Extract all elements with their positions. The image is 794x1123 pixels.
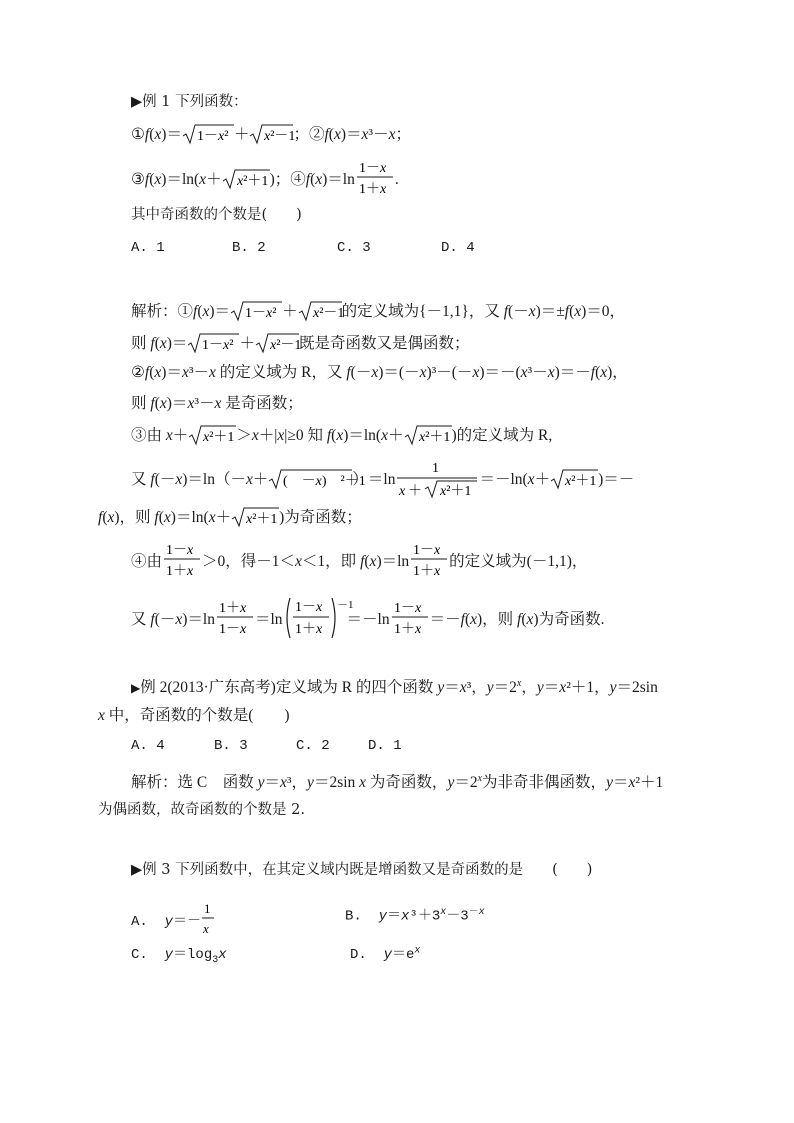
- svg-text:1＋x: 1＋x: [294, 622, 322, 637]
- fraction-icon: [409, 540, 449, 580]
- svg-text:＋: ＋: [408, 484, 423, 499]
- svg-text:x²＋1: x²＋1: [203, 430, 235, 445]
- sqrt-symbol-icon: [188, 424, 236, 446]
- example-1-header: ▶例 1 下列函数：: [131, 94, 248, 110]
- svg-text:x²－1: x²－1: [269, 338, 302, 353]
- example-1-choice-d: D. 4: [441, 240, 475, 256]
- fraction-icon: [215, 598, 255, 638]
- svg-text:1－x: 1－x: [393, 601, 421, 616]
- sqrt-symbol-icon: [404, 424, 452, 446]
- svg-text:( －x) ²＋1: ( －x) ²＋1: [283, 474, 367, 489]
- sqrt-symbol-icon: [222, 168, 270, 190]
- sqrt-symbol-icon: [298, 300, 342, 322]
- sqrt-symbol-icon: [187, 332, 239, 354]
- example-1-question: 其中奇函数的个数是( ): [131, 207, 302, 223]
- example-1-solution-line-5: ③由 x＋ x²＋1 ＞x＋|x|≥0 知 f(x)＝ln(x＋ x²＋1 )的定义域为 R,: [131, 424, 552, 446]
- bracketed-fraction-icon: [283, 596, 354, 640]
- example-2-solution-line-2: 为偶函数，故奇函数的个数是 2.: [98, 802, 305, 818]
- sqrt-symbol-icon: [182, 123, 234, 145]
- example-1-solution-line-8: ④由 1－x 1＋x ＞0，得－1＜x＜1，即 f(x)＝ln 1－x 1＋x 的定义域为(－1,1)，: [131, 540, 587, 580]
- example-2-choice-d: D. 1: [368, 738, 402, 754]
- svg-text:1＋x: 1＋x: [166, 564, 194, 579]
- svg-text:1－x²: 1－x²: [202, 338, 234, 353]
- fraction-icon: [162, 540, 202, 580]
- sqrt-symbol-icon: [249, 123, 296, 145]
- svg-text:x²＋1: x²＋1: [418, 430, 450, 445]
- svg-text:1－x: 1－x: [294, 600, 322, 615]
- svg-text:x²－1: x²－1: [264, 129, 296, 144]
- fraction-icon: [395, 458, 479, 500]
- svg-text:x²＋1: x²＋1: [236, 174, 268, 189]
- example-1-choice-b: B. 2: [232, 240, 266, 256]
- svg-text:－1: －1: [336, 599, 354, 611]
- example-1-solution-line-6: 又 f(－x)＝ln（－x＋ ( －x) ²＋1 ）＝ln 1 x ＋ x²＋1 ＝－ln(x＋ x²＋1 )＝－: [131, 458, 634, 500]
- example-2-choice-a: A. 4: [131, 738, 165, 754]
- sqrt-symbol-icon: [231, 506, 279, 528]
- example-1-solution-line-3: ②f(x)＝x³－x 的定义域为 R，又 f(－x)＝(－x)³－(－x)＝－(x³－x)＝－f(x)，: [131, 364, 628, 381]
- svg-text:1－x²: 1－x²: [245, 306, 277, 321]
- example-2-choice-b: B. 3: [214, 738, 248, 754]
- example-2-choice-c: C. 2: [296, 738, 330, 754]
- example-1-solution-line-9: 又 f(－x)＝ln 1＋x 1－x ＝ln 1－x 1＋x －1 ＝－ln 1－x 1＋x ＝－f(x)，则 f(x)为奇函数.: [131, 596, 604, 640]
- sqrt-symbol-icon: [230, 300, 282, 322]
- svg-text:x²－1: x²－1: [312, 306, 344, 321]
- svg-text:1－x: 1－x: [166, 543, 194, 558]
- svg-text:1: 1: [432, 461, 440, 476]
- sqrt-symbol-icon: [255, 332, 302, 354]
- example-3-choice-d: D. $y=e^x$: [350, 945, 421, 963]
- example-3-choice-c: C. $y=\log_3x$: [131, 947, 227, 966]
- example-1-solution-line-4: 则 f(x)＝x³－x 是奇函数；: [131, 395, 303, 412]
- svg-text:1－x²: 1－x²: [196, 129, 229, 144]
- example-3-choice-b: B. $y=x^3+3^x-3^{-x}$: [345, 907, 485, 925]
- example-1-solution-line-1: 解析：①f(x)＝ 1－x² ＋ x²－1 的定义域为{－1,1}，又 f(－x)＝±f(x)＝0，: [131, 300, 625, 322]
- svg-text:x²＋1: x²＋1: [246, 512, 278, 527]
- svg-text:x: x: [399, 484, 406, 499]
- example-3-header: ▶例 3 下列函数中，在其定义域内既是增函数又是奇函数的是 ( ): [131, 862, 593, 878]
- svg-text:1＋x: 1＋x: [358, 182, 387, 197]
- svg-text:1－x: 1－x: [413, 543, 441, 558]
- fraction-icon: [201, 900, 215, 938]
- fraction-icon: [390, 598, 430, 638]
- example-2-line-1: ▶例 2(2013·广东高考)定义域为 R 的四个函数 y＝x³，$y=2^x$，y＝x²＋1，y＝2sin: [131, 678, 658, 697]
- svg-text:x²＋1: x²＋1: [440, 484, 472, 499]
- svg-text:x²＋1: x²＋1: [565, 474, 597, 489]
- svg-text:1: 1: [204, 901, 211, 916]
- example-1-solution-line-7: f(x)，则 f(x)＝ln(x＋ x²＋1 )为奇函数；: [98, 506, 362, 528]
- sqrt-symbol-icon: [268, 468, 367, 490]
- example-1-choice-a: A. 1: [131, 240, 165, 256]
- example-1-solution-line-2: 则 f(x)＝ 1－x² ＋ x²－1 既是奇函数又是偶函数；: [131, 332, 469, 354]
- svg-text:x: x: [203, 921, 209, 936]
- sqrt-symbol-icon: [550, 468, 598, 490]
- fraction-icon: [355, 158, 395, 198]
- svg-text:1＋x: 1＋x: [393, 622, 421, 637]
- svg-text:1＋x: 1＋x: [413, 564, 441, 579]
- svg-text:1－x: 1－x: [218, 622, 247, 637]
- example-1-choice-c: C. 3: [337, 240, 371, 256]
- svg-text:1＋x: 1＋x: [218, 601, 247, 616]
- svg-text:1－x: 1－x: [358, 161, 387, 176]
- example-2-line-2: x 中，奇函数的个数是( ): [98, 707, 290, 724]
- example-2-solution-line-1: 解析：选 C 函数 y＝x³，y＝2sin x 为奇函数，$y=2^x$为非奇非偶函数，y＝x²＋1: [131, 773, 664, 792]
- example-3-choice-a: A. y＝－ 1 x: [131, 900, 215, 938]
- example-1-functions-1-2: ①f(x)＝ 1－x² ＋ x²－1 ；②f(x)＝x³－x；: [131, 123, 411, 145]
- example-1-functions-3-4: ③f(x)＝ln(x＋ x²＋1 )；④f(x)＝ln 1－x 1＋x .: [131, 158, 399, 198]
